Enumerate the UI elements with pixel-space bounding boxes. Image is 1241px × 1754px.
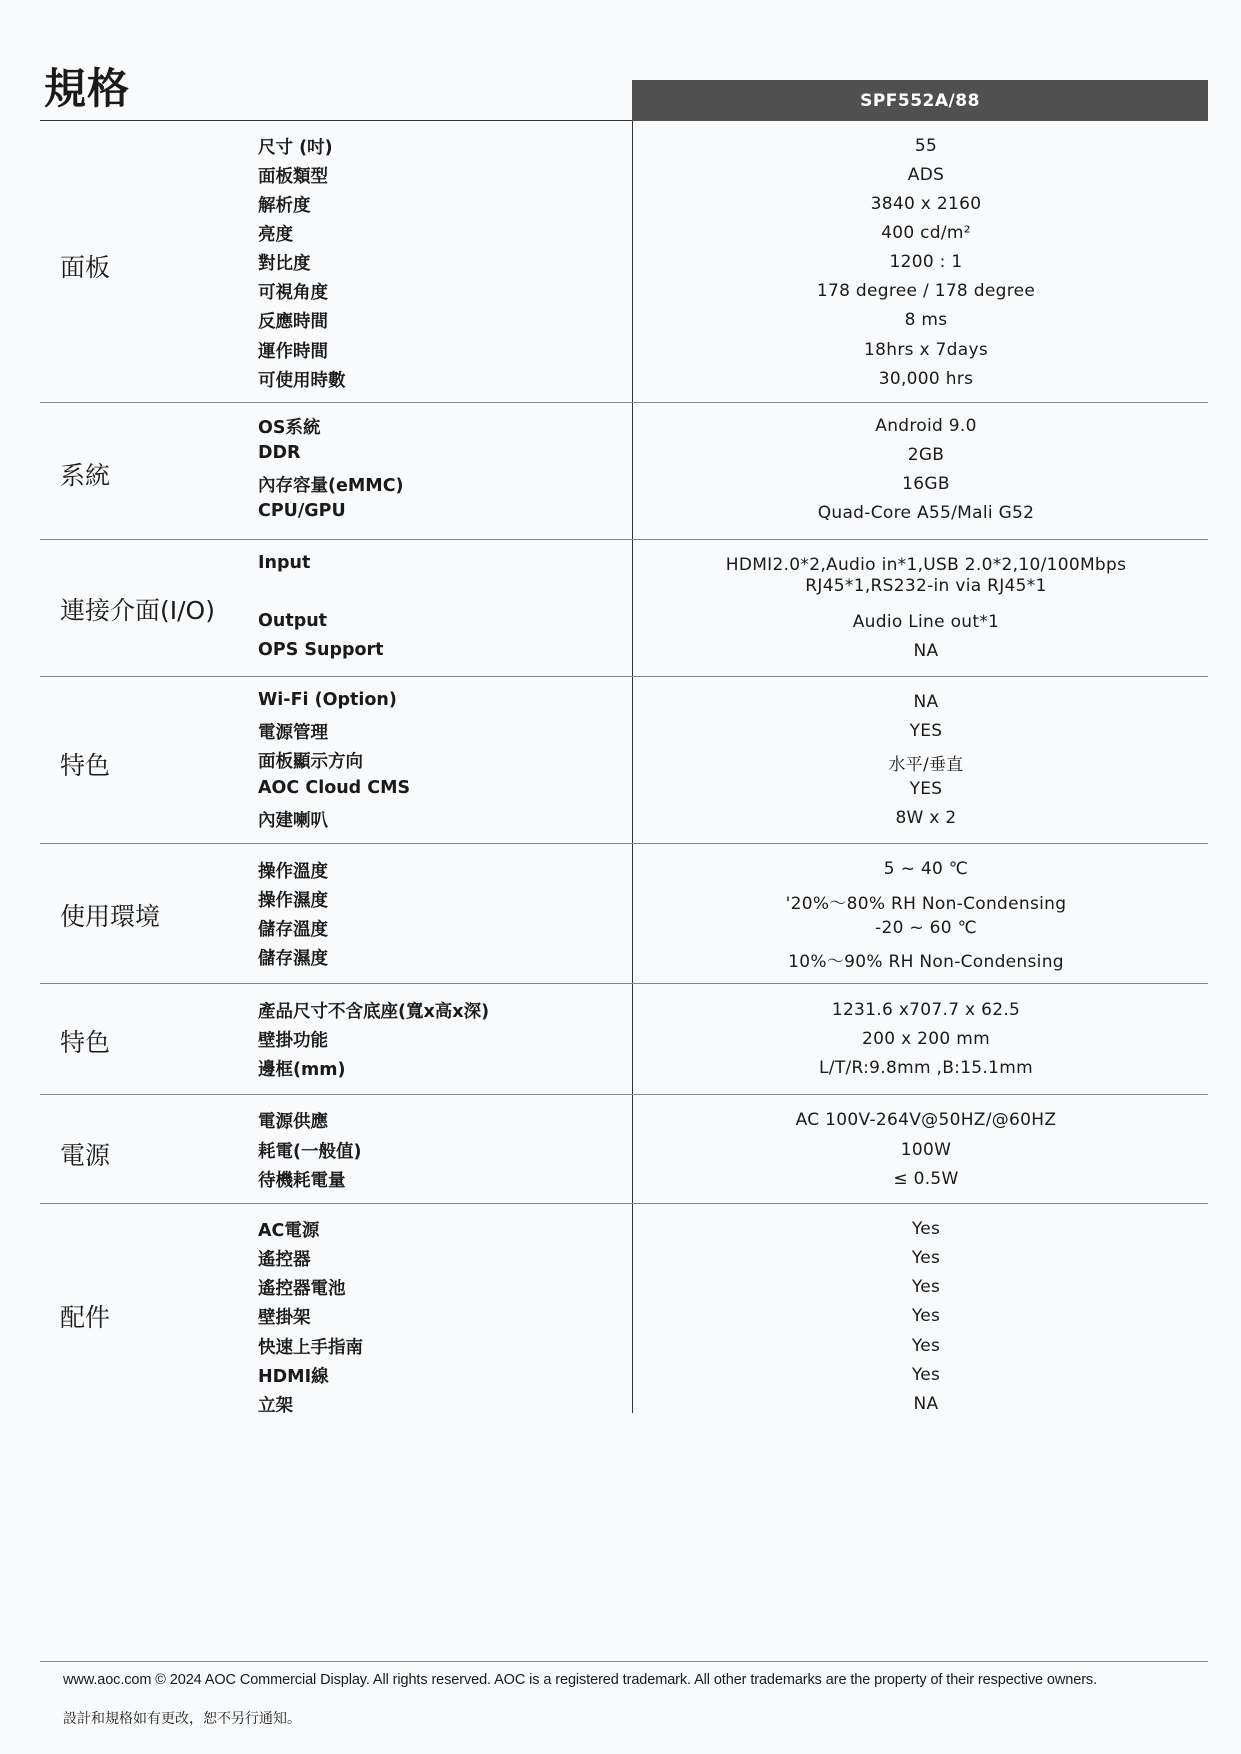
spec-value: Quad-Core A55/Mali G52 — [817, 503, 1035, 523]
spec-value: 水平/垂直 — [888, 755, 964, 775]
spec-label: 運作時間 — [258, 342, 328, 362]
spec-label: 遙控器電池 — [258, 1279, 346, 1299]
spec-value: 8W x 2 — [895, 808, 957, 828]
spec-value: NA — [913, 692, 939, 712]
spec-label: DDR — [258, 443, 301, 463]
spec-label: 內建喇叭 — [258, 811, 328, 831]
spec-label: 儲存濕度 — [258, 949, 328, 969]
spec-label: 產品尺寸不含底座(寬x高x深) — [258, 1002, 490, 1022]
spec-label: 內存容量(eMMC) — [258, 476, 404, 496]
spec-value: 30,000 hrs — [878, 369, 974, 389]
category-features: 特色 — [60, 751, 111, 780]
spec-label: 亮度 — [258, 225, 293, 245]
spec-value: 100W — [900, 1140, 952, 1160]
spec-label: 對比度 — [258, 254, 311, 274]
spec-value: AC 100V-264V@50HZ/@60HZ — [795, 1110, 1057, 1130]
section-divider — [40, 1203, 1208, 1204]
spec-value: 200 x 200 mm — [862, 1029, 990, 1049]
spec-label: Output — [258, 611, 328, 631]
section-divider — [40, 676, 1208, 677]
spec-value-input — [632, 555, 1220, 597]
section-divider — [40, 1094, 1208, 1095]
spec-label: 面板類型 — [258, 167, 328, 187]
spec-value: Yes — [911, 1248, 941, 1268]
spec-label: AC電源 — [258, 1221, 320, 1241]
spec-label: 待機耗電量 — [258, 1171, 346, 1191]
section-divider — [40, 539, 1208, 540]
category-power: 電源 — [60, 1141, 111, 1170]
spec-value: YES — [909, 721, 943, 741]
spec-label: HDMI線 — [258, 1367, 329, 1387]
spec-value: Yes — [911, 1365, 941, 1385]
spec-value: 18hrs x 7days — [864, 340, 988, 360]
spec-label: 耗電(一般值) — [258, 1142, 362, 1162]
spec-value: L/T/R:9.8mm ,B:15.1mm — [819, 1058, 1033, 1078]
model-header: SPF552A/88 — [632, 80, 1208, 121]
spec-label: AOC Cloud CMS — [258, 778, 411, 798]
spec-value: 1200 : 1 — [889, 252, 963, 272]
spec-label: 反應時間 — [258, 312, 328, 332]
spec-value: 8 ms — [904, 310, 948, 330]
input-line-2: RJ45*1,RS232-in via RJ45*1 — [805, 576, 1047, 596]
spec-label: 壁掛功能 — [258, 1031, 328, 1051]
spec-label: Wi-Fi (Option) — [258, 690, 397, 710]
spec-value: YES — [909, 779, 943, 799]
spec-value: Yes — [911, 1219, 941, 1239]
category-environment: 使用環境 — [60, 902, 161, 931]
spec-value: '20%～80% RH Non-Condensing — [785, 894, 1067, 914]
spec-value: 2GB — [907, 445, 945, 465]
spec-label: 儲存溫度 — [258, 920, 328, 940]
section-divider — [40, 983, 1208, 984]
spec-label: 解析度 — [258, 196, 311, 216]
spec-label: 立架 — [258, 1396, 293, 1416]
spec-value: Audio Line out*1 — [852, 612, 1000, 632]
spec-value: -20 ~ 60 ℃ — [875, 918, 977, 938]
spec-value: ADS — [907, 165, 945, 185]
spec-value: 1231.6 x707.7 x 62.5 — [831, 1000, 1021, 1020]
spec-value: ≤ 0.5W — [893, 1169, 959, 1189]
spec-value: NA — [913, 641, 939, 661]
spec-label: OPS Support — [258, 640, 384, 660]
spec-label: 快速上手指南 — [258, 1338, 363, 1358]
section-divider — [40, 402, 1208, 403]
spec-label: CPU/GPU — [258, 501, 346, 521]
spec-label: 可視角度 — [258, 283, 328, 303]
category-system: 系統 — [60, 461, 111, 490]
spec-label: OS系統 — [258, 418, 321, 438]
spec-label: 邊框(mm) — [258, 1060, 346, 1080]
spec-label: 操作溫度 — [258, 862, 328, 882]
spec-value: Yes — [911, 1336, 941, 1356]
spec-label: 尺寸 (吋) — [258, 138, 333, 158]
category-accessories: 配件 — [60, 1303, 111, 1332]
footer-copyright: www.aoc.com © 2024 AOC Commercial Display. All rights reserved. AOC is a registered trademark. All other trademarks are the property of their respective owners. — [63, 1672, 1097, 1688]
spec-label: Input — [258, 553, 311, 573]
input-line-1: HDMI2.0*2,Audio in*1,USB 2.0*2,10/100Mbps — [725, 555, 1127, 575]
title-underline — [40, 120, 632, 121]
spec-label: 面板顯示方向 — [258, 752, 363, 772]
spec-value: 400 cd/m² — [881, 223, 971, 243]
spec-value: Yes — [911, 1306, 941, 1326]
spec-label: 遙控器 — [258, 1250, 311, 1270]
spec-value: 16GB — [902, 474, 950, 494]
spec-value: 55 — [914, 136, 938, 156]
section-divider — [40, 843, 1208, 844]
spec-label: 操作濕度 — [258, 891, 328, 911]
spec-label: 可使用時數 — [258, 371, 346, 391]
spec-value: Android 9.0 — [875, 416, 977, 436]
spec-label: 壁掛架 — [258, 1308, 311, 1328]
footer-divider — [40, 1661, 1208, 1662]
category-panel: 面板 — [60, 253, 111, 282]
spec-value: Yes — [911, 1277, 941, 1297]
spec-value: 5 ~ 40 ℃ — [883, 859, 969, 879]
category-dimensions: 特色 — [60, 1028, 111, 1057]
spec-label: 電源供應 — [258, 1112, 328, 1132]
page-title: 規格 — [44, 64, 131, 113]
category-io: 連接介面(I/O) — [60, 596, 215, 625]
spec-value: 178 degree / 178 degree — [816, 281, 1036, 301]
spec-label: 電源管理 — [258, 723, 328, 743]
spec-value: NA — [913, 1394, 939, 1414]
spec-value: 10%～90% RH Non-Condensing — [788, 952, 1064, 972]
spec-value: 3840 x 2160 — [870, 194, 982, 214]
footer-notice: 設計和規格如有更改，恕不另行通知。 — [63, 1711, 301, 1727]
